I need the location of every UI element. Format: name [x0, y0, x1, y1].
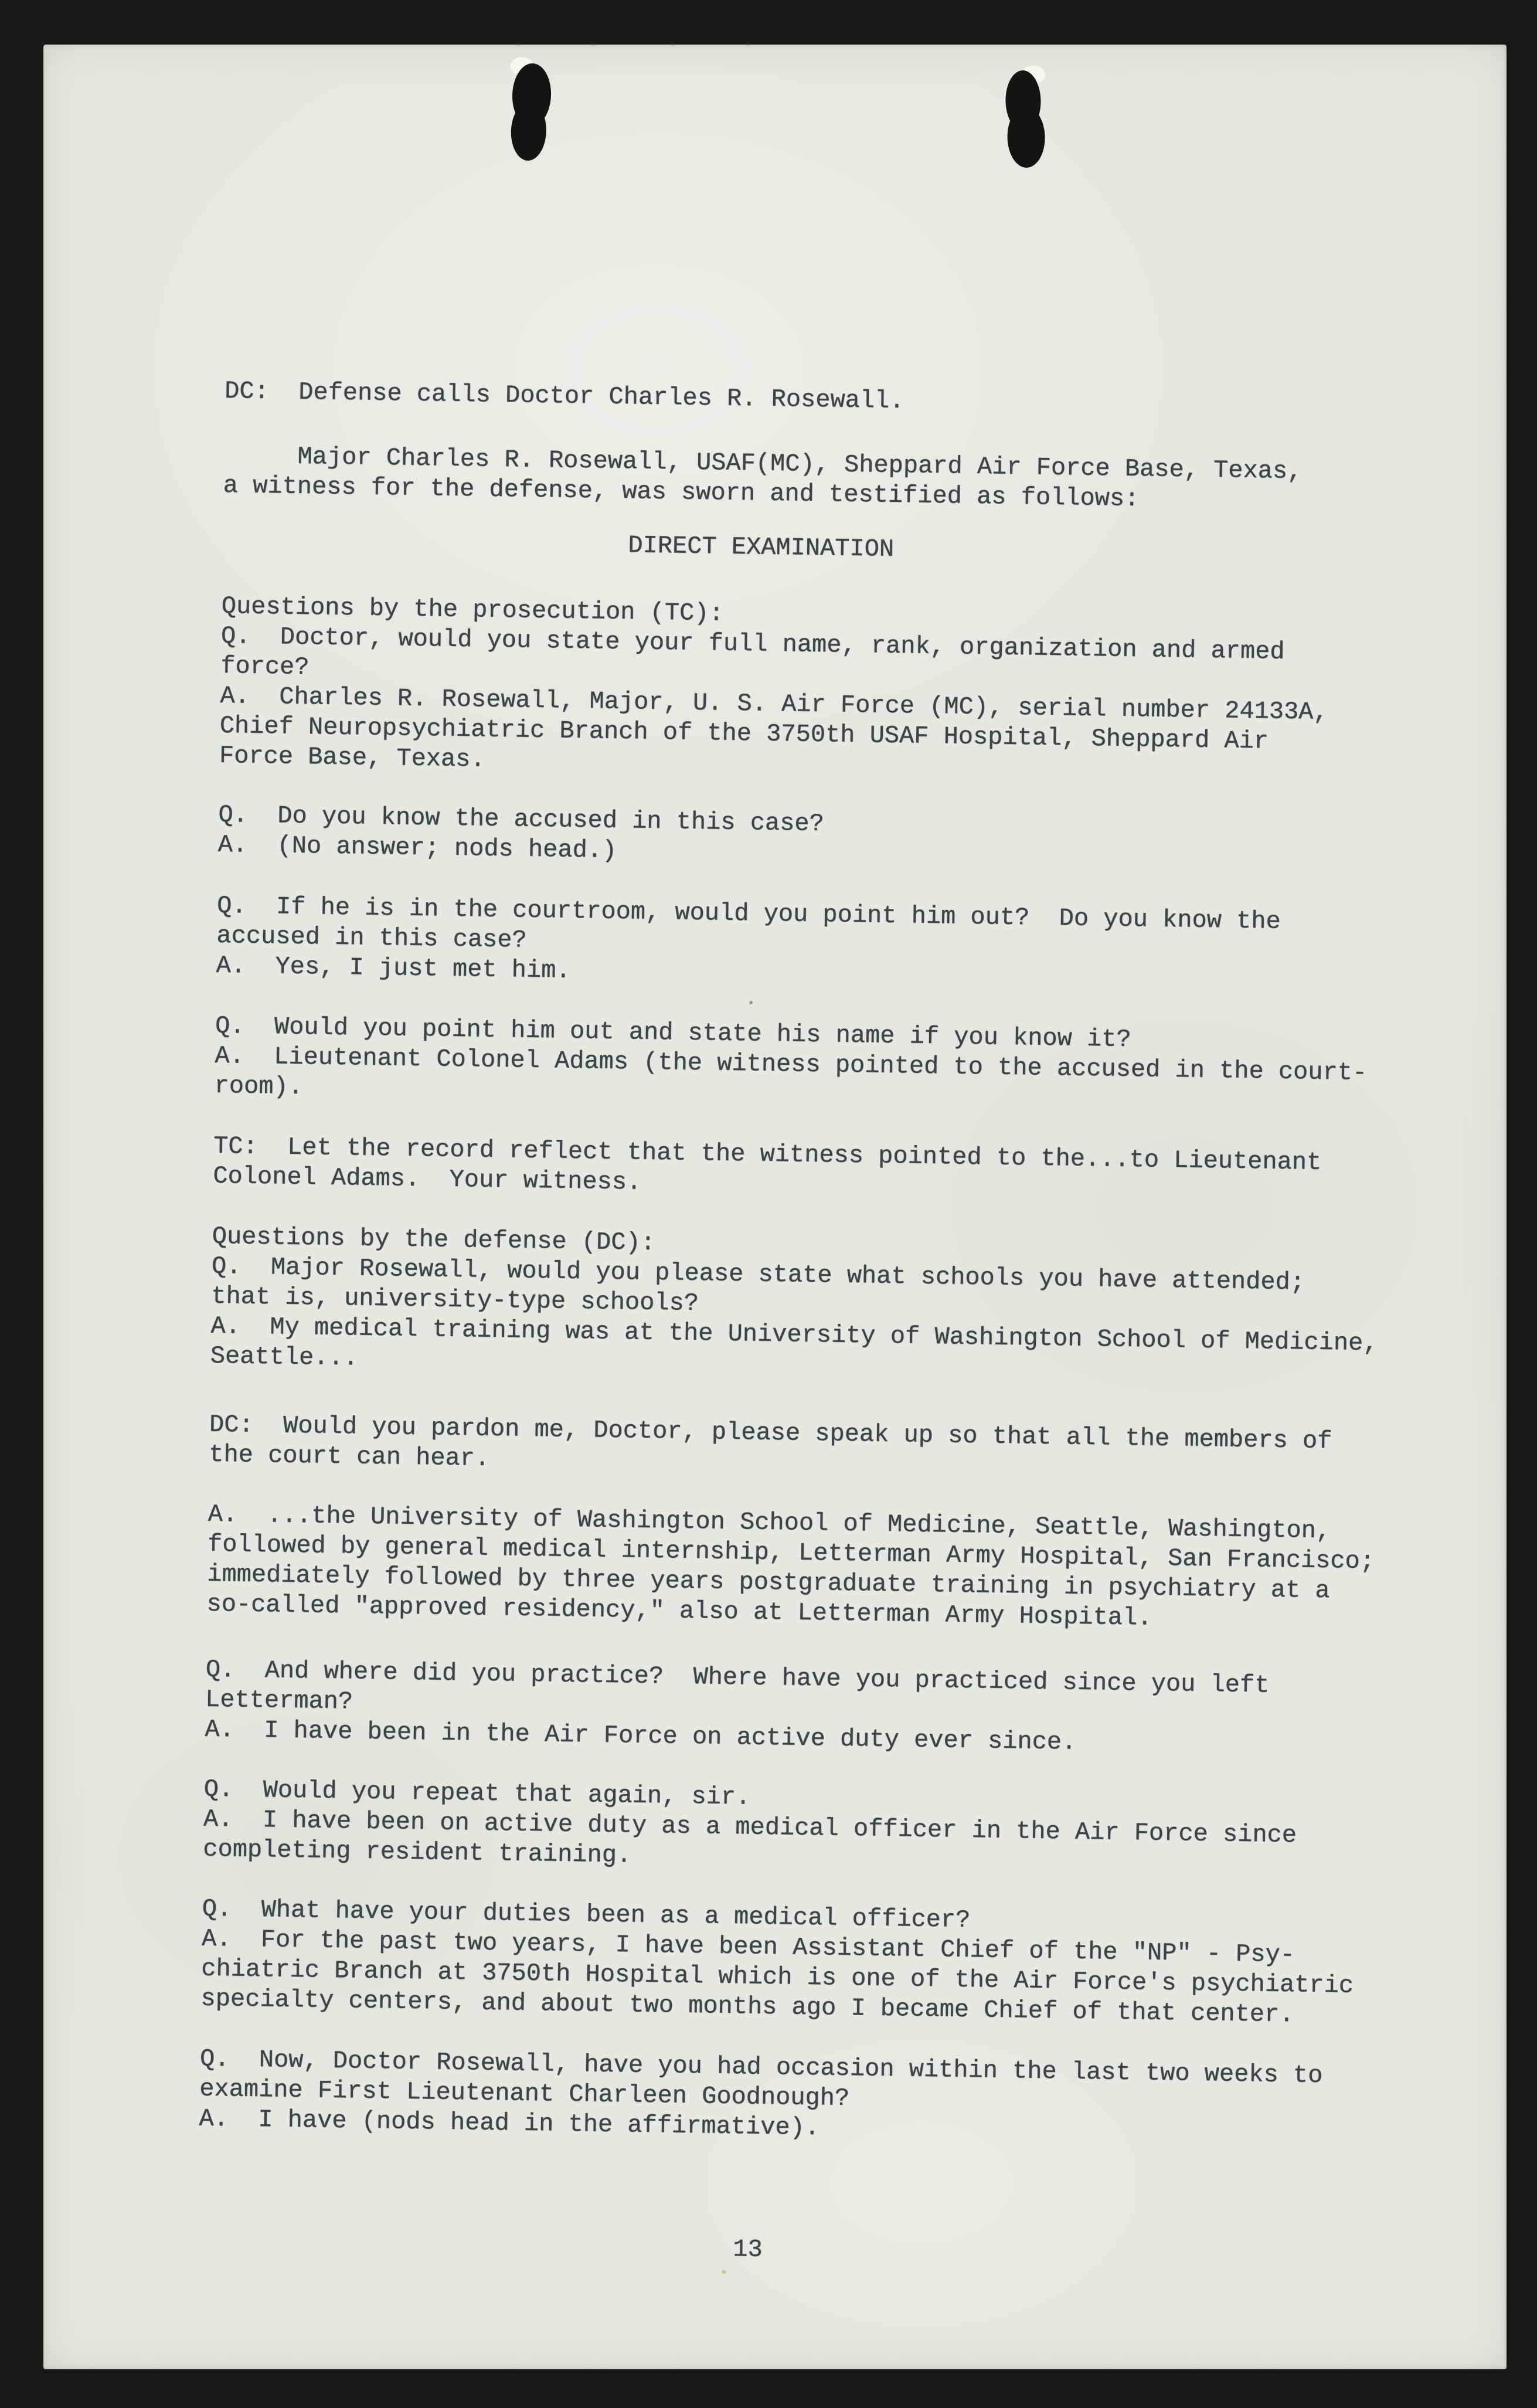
direct-examination-heading: DIRECT EXAMINATION: [628, 531, 895, 563]
qa-know-accused: Q. Do you know the accused in this case? A. (No answer; nods head.): [217, 800, 825, 865]
answer-education-continued: A. ...the University of Washington School of Medicine, Seattle, Washington, followed by general medical internship, Letterman Army Hospital, San Francisco; immediately followed by three years postgraduate training in psychiatry at a so-called "approved residency," also at Letterman Army Hospital.: [206, 1500, 1375, 1632]
paper-speck: [722, 2270, 726, 2274]
witness-sworn-paragraph: Major Charles R. Rosewall, USAF(MC), Sheppard Air Force Base, Texas, a witness for the defense, was sworn and testified as follows:: [223, 441, 1303, 514]
qa-duties: Q. What have your duties been as a medical officer? A. For the past two years, I have been Assistant Chief of the "NP" - Psy- chiatric Branch at 3750th Hospital which is one of the Air Force's psychiatric specialty centers, and about two months ago I became Chief of that center.: [200, 1894, 1354, 2029]
qa-point-him-out: Q. If he is in the courtroom, would you point him out? Do you know the accused in this case? A. Yes, I just met him.: [216, 891, 1281, 985]
prosecution-questions-block: Questions by the prosecution (TC): Q. Doctor, would you state your full name, rank, organization and armed force? A. Charles R. Rosewall, Major, U. S. Air Force (MC), serial number 24133A, Chief Neuropsychiatric Branch of the 3750th USAF Hospital, Sheppard Air Force Base, Texas.: [219, 592, 1328, 774]
dialogue-dc-calls-witness: DC: Defense calls Doctor Charles R. Rosewall.: [224, 377, 904, 416]
document-page: [43, 45, 1507, 2369]
hole-punch-right: [1001, 64, 1049, 172]
defense-questions-block: Questions by the defense (DC): Q. Major Rosewall, would you please state what schools you have attended; that is, university-type schools? A. My medical training was at the University of Washington School of Medicine, Seattle...: [210, 1222, 1378, 1373]
qa-repeat-again: Q. Would you repeat that again, sir. A. I have been on active duty as a medical officer in the Air Force since completing resident training.: [202, 1775, 1297, 1870]
paper-speck: [749, 1001, 753, 1004]
qa-examined-goodnough: Q. Now, Doctor Rosewall, have you had occasion within the last two weeks to examine First Lieutenant Charleen Goodnough? A. I have (nods head in the affirmative).: [199, 2044, 1323, 2142]
hole-punch-left: [506, 57, 555, 167]
dc-speak-up: DC: Would you pardon me, Doctor, please speak up so that all the members of the court can hear.: [208, 1410, 1332, 1473]
qa-state-his-name: Q. Would you point him out and state his name if you know it? A. Lieutenant Colonel Adams (the witness pointed to the accused in the court- room).: [214, 1011, 1368, 1102]
page-number: 13: [732, 2235, 763, 2264]
tc-record-reflect: TC: Let the record reflect that the witness pointed to the...to Lieutenant Colonel Adams. Your witness.: [213, 1132, 1322, 1197]
qa-where-practiced: Q. And where did you practice? Where have you practiced since you left Letterman? A. I have been in the Air Force on active duty ever since.: [204, 1655, 1270, 1757]
